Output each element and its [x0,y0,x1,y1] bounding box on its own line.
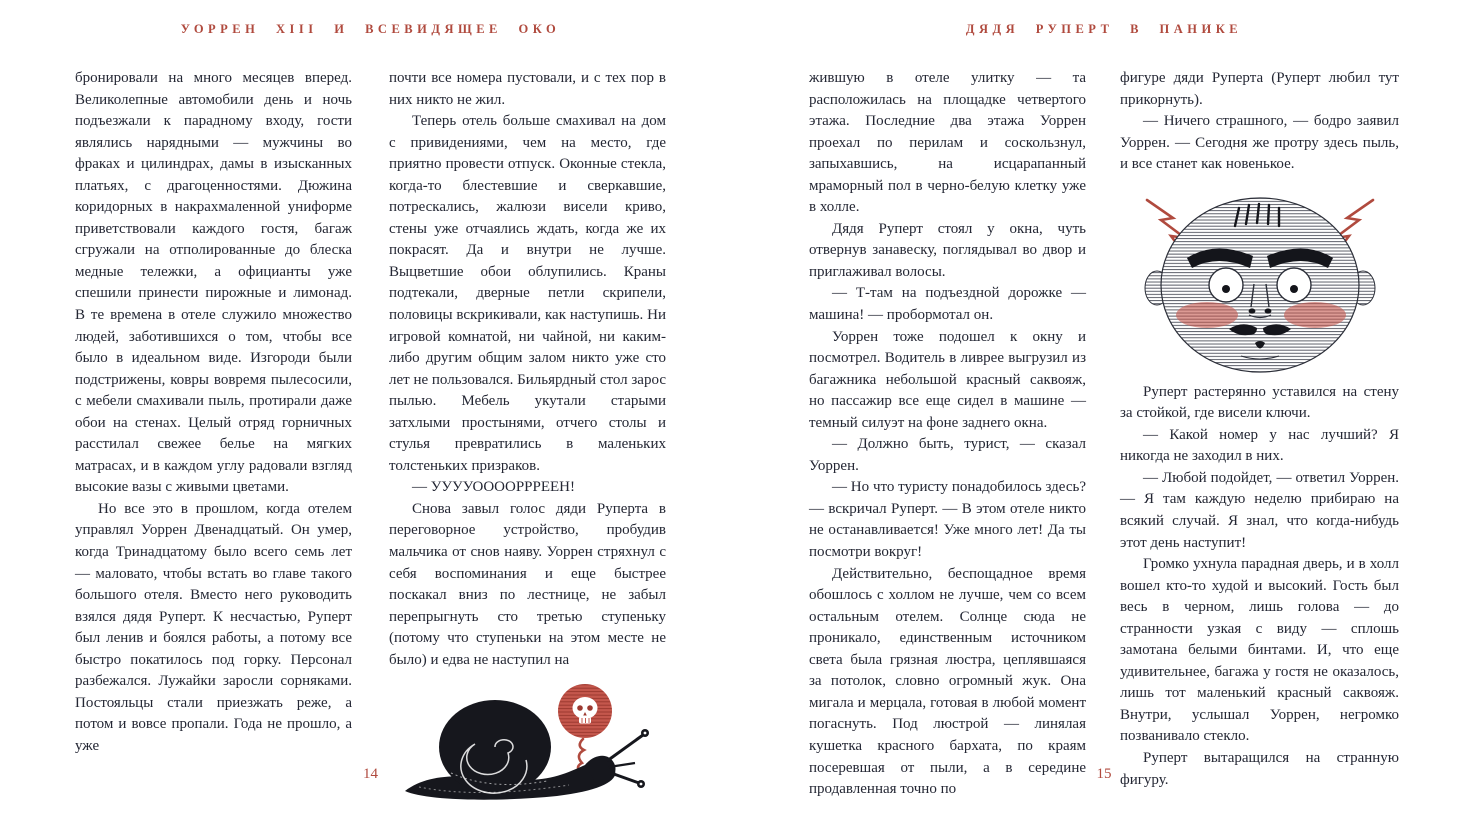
paragraph: фигуре дяди Руперта (Руперт любил тут прикорнуть). [1120,70,1399,108]
snail-svg [399,677,657,805]
text-column-4 [1120,68,1399,791]
page-number-right: 15 [1096,766,1112,782]
paragraph: Уоррен тоже подошел к окну и посмотрел. Водитель в ливрее выгрузил из багажника небольшой красный саквояж, но пассажир все еще сидел в машине — темный силуэт на фоне заднего окна. [809,328,1086,431]
text-column-2 [389,68,666,805]
paragraph: Руперт растерянно уставился на стену за стойкой, где висели ключи. [1120,383,1399,422]
paragraph: — Ничего страшного, — бодро заявил Уоррен. — Сегодня же протру здесь пыль, и все станет как новенькое. [1120,113,1399,173]
rupert-face-svg [1123,188,1397,374]
paragraph: почти все номера пустовали, и с тех пор в них никто не жил. [389,70,666,108]
snail-illustration [389,677,666,805]
paragraph: — Должно быть, турист, — сказал Уоррен. [809,436,1086,474]
paragraph: Действительно, беспощадное время обошлось с холлом не лучше, чем со всем остальным отелем. Солнце сюда не проникало, единственным источником света была грязная люстра, цеплявшаяся за потолок, словно огромный жук. Она мигала и мерцала, готовая в любой момент погаснуть. Под люстрой — линялая кушетка красного бархата, по краям посеревшая от пыли, а в середине продавленная точно по [809,565,1086,798]
paragraph: Снова завыл голос дяди Руперта в переговорное устройство, пробудив мальчика от снов наяву. Уоррен стряхнул с себя воспоминания и еще быстрее поскакал вниз по лестнице, не забыл перепрыгнуть сто третью ступеньку (потому что ступеньки на этом месте не было) и едва не наступил на [389,500,666,668]
text-column-4-paragraphs-bottom [1120,382,1399,791]
paragraph: Громко ухнула парадная дверь, и в холл вошел кто-то худой и высокий. Гость был весь в черном, лишь голова — до странности узкая с виду — сплошь замотана белыми бинтами. И, что еще удивительнее, багажа у гостя не оказалось, лишь тот маленький красный саквояж. Внутри, услышал Уоррен, негромко позванивало стекло. [1120,556,1399,745]
snail-body [405,700,649,800]
page-number-left: 14 [363,766,378,782]
text-column-2-paragraphs [389,68,666,671]
paragraph: Дядя Руперт стоял у окна, чуть отвернув занавеску, поглядывал во двор и приглаживал волосы. [809,220,1086,280]
paragraph: — Но что туристу понадобилось здесь? — вскричал Руперт. — В этом отеле никто не останавливается! Уже много лет! Да ты посмотри вокруг! [809,479,1086,561]
paragraph: — Какой номер у нас лучший? Я никогда не заходил в них. [1120,426,1399,465]
paragraph: бронировали на много месяцев вперед. Великолепные автомобили день и ночь подъезжали к парадному входу, гости являлись нарядными — мужчины во фраках и цилиндрах, дамы в изысканных платьях, с драгоценностями. Дюжина коридорных в накрахмаленной униформе приветствовали каждого гостя, багаж сгружали на отполированные до блеска медные тележки, а официанты уже спешили принести пирожные и лимонад. В те времена в отеле служило множество людей, заботившихся о том, чтобы все было в идеальном виде. Изгороди были подстрижены, ковры вовремя пылесосили, с мебели смахивали пыль, протирали даже обои на стенах. Целый отряд горничных расстилал свежее белье на мягких матрасах, и в каждом углу радовали взгляд высокие вазы с живыми цветами. [75,70,352,496]
paragraph: Но все это в прошлом, когда отелем управлял Уоррен Двенадцатый. Он умер, когда Тринадцатому было всего семь лет — маловато, чтобы встать во главе такого большого отеля. Вместо него руководить взялся дядя Руперт. К несчастью, Руперт был ленив и боялся работы, а потому все быстро покатилось под горку. Персонал разбежался. Лужайки заросли сорняками. Постояльцы стали приезжать реже, а потом и вовсе пропали. Года не прошло, а уже [75,500,352,754]
text-column-3 [809,68,1086,801]
rupert-face-illustration [1120,188,1399,374]
paragraph: — Любой подойдет, — ответил Уоррен. — Я там каждую неделю прибираю на всякий случай. Я знал, что когда-нибудь этот день наступит! [1120,469,1399,551]
paragraph: — Т-там на подъездной дорожке — машина! — пробормотал он. [809,285,1086,324]
text-column-4-paragraphs-top [1120,68,1399,176]
paragraph: — УУУУООООРРРЕЕН! [412,479,575,496]
running-head-right: ДЯДЯ РУПЕРТ В ПАНИКЕ [965,22,1243,36]
paragraph: жившую в отеле улитку — та расположилась на площадке четвертого этажа. Последние два этажа Уоррен проехал по перилам и соскользнул, запыхавшись, на исцарапанный мраморный пол в черно-белую клетку уже в холле. [809,70,1086,216]
paragraph: Теперь отель больше смахивал на дом с привидениями, чем на место, где приятно провести отпуск. Оконные стекла, когда-то блестевшие и сверкавшие, потрескались, жалюзи висели криво, стены уже отчаялись ждать, когда же их покрасят. Да и внутри не лучше. Выцветшие обои облупились. Краны подтекали, дверные петли скрипели, половицы вскрикивали, как наступишь. Ни игровой комнатой, ни чайной, ни каким-либо другим общим залом никто уже сто лет не пользовался. Бильярдный стол зарос пылью. Мебель укутали старыми затхлыми простынями, отчего столы и стулья превратились в маленьких толстеньких призраков. [389,113,666,474]
running-head-left: УОРРЕН XIII И ВСЕВИДЯЩЕЕ ОКО [180,22,561,36]
text-column-1 [75,68,352,758]
paragraph: Руперт вытаращился на странную фигуру. [1120,750,1399,788]
